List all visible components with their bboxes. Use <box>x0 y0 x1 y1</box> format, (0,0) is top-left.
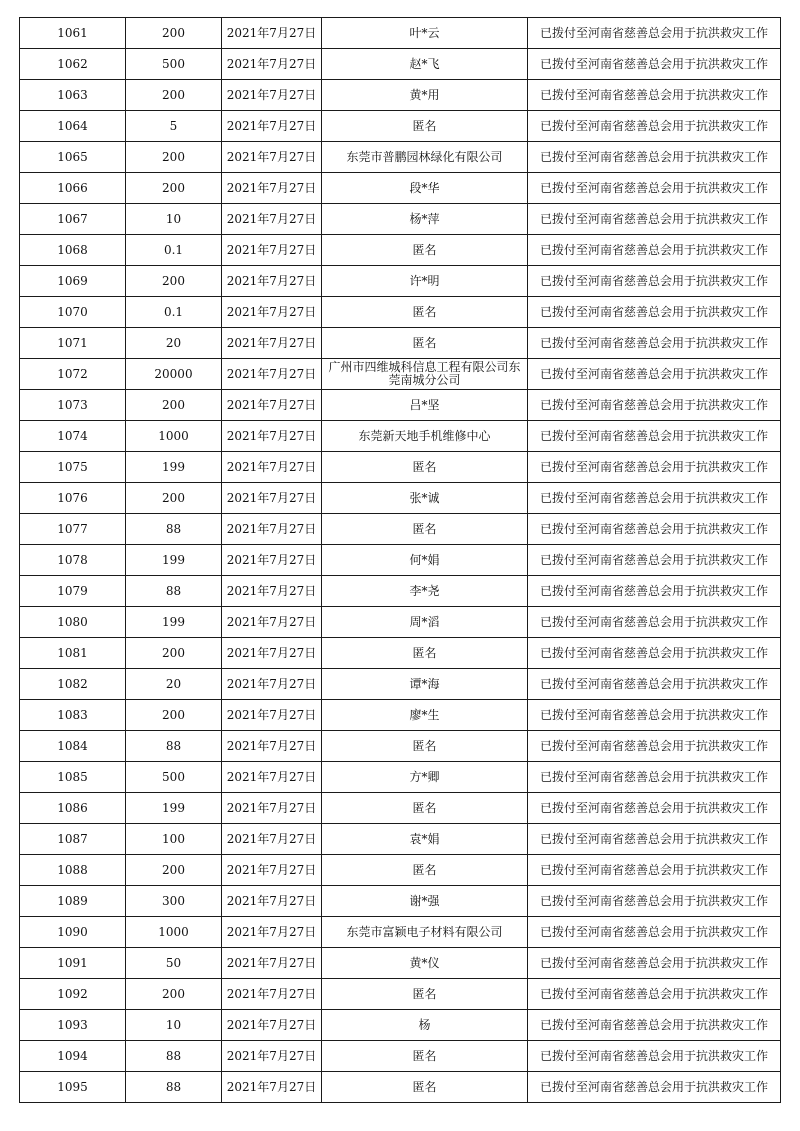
table-row <box>20 80 781 111</box>
donor-cell: 东莞市富颖电子材料有限公司 <box>322 917 528 948</box>
date-cell: 2021年7月27日 <box>222 514 322 545</box>
serial-number-cell: 1082 <box>20 669 126 700</box>
serial-number-cell: 1062 <box>20 49 126 80</box>
usage-cell: 已拨付至河南省慈善总会用于抗洪救灾工作 <box>528 793 781 824</box>
table-row <box>20 607 781 638</box>
amount-cell: 200 <box>126 80 222 111</box>
serial-number-cell: 1090 <box>20 917 126 948</box>
amount-cell: 5 <box>126 111 222 142</box>
table-row <box>20 514 781 545</box>
table-row <box>20 576 781 607</box>
usage-cell: 已拨付至河南省慈善总会用于抗洪救灾工作 <box>528 669 781 700</box>
table-row <box>20 886 781 917</box>
date-cell: 2021年7月27日 <box>222 49 322 80</box>
amount-cell: 200 <box>126 390 222 421</box>
serial-number-cell: 1074 <box>20 421 126 452</box>
donor-cell: 匿名 <box>322 731 528 762</box>
usage-cell: 已拨付至河南省慈善总会用于抗洪救灾工作 <box>528 235 781 266</box>
donor-cell: 匿名 <box>322 452 528 483</box>
usage-cell: 已拨付至河南省慈善总会用于抗洪救灾工作 <box>528 731 781 762</box>
donor-cell: 匿名 <box>322 111 528 142</box>
date-cell: 2021年7月27日 <box>222 1010 322 1041</box>
table-row <box>20 824 781 855</box>
usage-cell: 已拨付至河南省慈善总会用于抗洪救灾工作 <box>528 576 781 607</box>
date-cell: 2021年7月27日 <box>222 948 322 979</box>
donor-cell: 匿名 <box>322 514 528 545</box>
serial-number-cell: 1091 <box>20 948 126 979</box>
date-cell: 2021年7月27日 <box>222 700 322 731</box>
donor-cell: 匿名 <box>322 1041 528 1072</box>
table-row <box>20 638 781 669</box>
amount-cell: 200 <box>126 266 222 297</box>
usage-cell: 已拨付至河南省慈善总会用于抗洪救灾工作 <box>528 80 781 111</box>
date-cell: 2021年7月27日 <box>222 638 322 669</box>
amount-cell: 200 <box>126 483 222 514</box>
usage-cell: 已拨付至河南省慈善总会用于抗洪救灾工作 <box>528 297 781 328</box>
serial-number-cell: 1084 <box>20 731 126 762</box>
usage-cell: 已拨付至河南省慈善总会用于抗洪救灾工作 <box>528 948 781 979</box>
serial-number-cell: 1066 <box>20 173 126 204</box>
amount-cell: 199 <box>126 793 222 824</box>
donor-cell: 东莞新天地手机维修中心 <box>322 421 528 452</box>
amount-cell: 1000 <box>126 917 222 948</box>
date-cell: 2021年7月27日 <box>222 390 322 421</box>
date-cell: 2021年7月27日 <box>222 142 322 173</box>
amount-cell: 199 <box>126 452 222 483</box>
usage-cell: 已拨付至河南省慈善总会用于抗洪救灾工作 <box>528 266 781 297</box>
date-cell: 2021年7月27日 <box>222 421 322 452</box>
usage-cell: 已拨付至河南省慈善总会用于抗洪救灾工作 <box>528 421 781 452</box>
usage-cell: 已拨付至河南省慈善总会用于抗洪救灾工作 <box>528 452 781 483</box>
date-cell: 2021年7月27日 <box>222 917 322 948</box>
usage-cell: 已拨付至河南省慈善总会用于抗洪救灾工作 <box>528 49 781 80</box>
table-row <box>20 297 781 328</box>
table-row <box>20 917 781 948</box>
date-cell: 2021年7月27日 <box>222 111 322 142</box>
serial-number-cell: 1085 <box>20 762 126 793</box>
serial-number-cell: 1073 <box>20 390 126 421</box>
donor-cell: 方*卿 <box>322 762 528 793</box>
usage-cell: 已拨付至河南省慈善总会用于抗洪救灾工作 <box>528 173 781 204</box>
table-row <box>20 142 781 173</box>
amount-cell: 200 <box>126 18 222 49</box>
serial-number-cell: 1071 <box>20 328 126 359</box>
table-row <box>20 1041 781 1072</box>
table-row <box>20 111 781 142</box>
amount-cell: 200 <box>126 979 222 1010</box>
date-cell: 2021年7月27日 <box>222 576 322 607</box>
serial-number-cell: 1088 <box>20 855 126 886</box>
amount-cell: 200 <box>126 173 222 204</box>
serial-number-cell: 1078 <box>20 545 126 576</box>
serial-number-cell: 1061 <box>20 18 126 49</box>
donation-table-body <box>20 18 781 1103</box>
usage-cell: 已拨付至河南省慈善总会用于抗洪救灾工作 <box>528 700 781 731</box>
amount-cell: 200 <box>126 638 222 669</box>
serial-number-cell: 1095 <box>20 1072 126 1103</box>
donor-cell: 许*明 <box>322 266 528 297</box>
donor-cell: 黄*仪 <box>322 948 528 979</box>
amount-cell: 500 <box>126 762 222 793</box>
serial-number-cell: 1068 <box>20 235 126 266</box>
donation-table <box>19 17 781 1103</box>
amount-cell: 200 <box>126 855 222 886</box>
table-row <box>20 390 781 421</box>
donor-cell: 匿名 <box>322 793 528 824</box>
table-row <box>20 700 781 731</box>
usage-cell: 已拨付至河南省慈善总会用于抗洪救灾工作 <box>528 824 781 855</box>
donor-cell: 东莞市普鹏园林绿化有限公司 <box>322 142 528 173</box>
date-cell: 2021年7月27日 <box>222 359 322 390</box>
donor-cell: 匿名 <box>322 328 528 359</box>
serial-number-cell: 1064 <box>20 111 126 142</box>
serial-number-cell: 1094 <box>20 1041 126 1072</box>
amount-cell: 0.1 <box>126 297 222 328</box>
table-row <box>20 1010 781 1041</box>
serial-number-cell: 1069 <box>20 266 126 297</box>
usage-cell: 已拨付至河南省慈善总会用于抗洪救灾工作 <box>528 979 781 1010</box>
date-cell: 2021年7月27日 <box>222 824 322 855</box>
serial-number-cell: 1092 <box>20 979 126 1010</box>
date-cell: 2021年7月27日 <box>222 452 322 483</box>
table-row <box>20 855 781 886</box>
date-cell: 2021年7月27日 <box>222 173 322 204</box>
donor-cell: 谢*强 <box>322 886 528 917</box>
donor-cell: 李*尧 <box>322 576 528 607</box>
amount-cell: 88 <box>126 576 222 607</box>
donor-cell: 匿名 <box>322 638 528 669</box>
donor-cell: 袁*娟 <box>322 824 528 855</box>
amount-cell: 20000 <box>126 359 222 390</box>
donor-cell: 黄*用 <box>322 80 528 111</box>
donor-cell: 廖*生 <box>322 700 528 731</box>
amount-cell: 20 <box>126 669 222 700</box>
donor-cell: 段*华 <box>322 173 528 204</box>
table-row <box>20 18 781 49</box>
serial-number-cell: 1079 <box>20 576 126 607</box>
usage-cell: 已拨付至河南省慈善总会用于抗洪救灾工作 <box>528 514 781 545</box>
date-cell: 2021年7月27日 <box>222 855 322 886</box>
table-row <box>20 173 781 204</box>
usage-cell: 已拨付至河南省慈善总会用于抗洪救灾工作 <box>528 762 781 793</box>
date-cell: 2021年7月27日 <box>222 483 322 514</box>
usage-cell: 已拨付至河南省慈善总会用于抗洪救灾工作 <box>528 1041 781 1072</box>
donor-cell: 叶*云 <box>322 18 528 49</box>
usage-cell: 已拨付至河南省慈善总会用于抗洪救灾工作 <box>528 1072 781 1103</box>
donor-cell: 匿名 <box>322 979 528 1010</box>
date-cell: 2021年7月27日 <box>222 1072 322 1103</box>
date-cell: 2021年7月27日 <box>222 669 322 700</box>
donor-cell: 谭*海 <box>322 669 528 700</box>
table-row <box>20 762 781 793</box>
amount-cell: 199 <box>126 545 222 576</box>
usage-cell: 已拨付至河南省慈善总会用于抗洪救灾工作 <box>528 328 781 359</box>
table-row <box>20 793 781 824</box>
amount-cell: 300 <box>126 886 222 917</box>
table-row <box>20 979 781 1010</box>
date-cell: 2021年7月27日 <box>222 731 322 762</box>
donor-cell: 匿名 <box>322 1072 528 1103</box>
donor-cell: 广州市四维城科信息工程有限公司东莞南城分公司 <box>322 359 528 390</box>
amount-cell: 10 <box>126 204 222 235</box>
amount-cell: 0.1 <box>126 235 222 266</box>
date-cell: 2021年7月27日 <box>222 762 322 793</box>
serial-number-cell: 1063 <box>20 80 126 111</box>
donor-cell: 匿名 <box>322 855 528 886</box>
date-cell: 2021年7月27日 <box>222 80 322 111</box>
amount-cell: 1000 <box>126 421 222 452</box>
amount-cell: 200 <box>126 142 222 173</box>
serial-number-cell: 1086 <box>20 793 126 824</box>
donor-cell: 匿名 <box>322 235 528 266</box>
date-cell: 2021年7月27日 <box>222 18 322 49</box>
donor-cell: 何*娟 <box>322 545 528 576</box>
table-row <box>20 235 781 266</box>
serial-number-cell: 1083 <box>20 700 126 731</box>
table-row <box>20 266 781 297</box>
donor-cell: 吕*坚 <box>322 390 528 421</box>
serial-number-cell: 1065 <box>20 142 126 173</box>
amount-cell: 88 <box>126 731 222 762</box>
amount-cell: 500 <box>126 49 222 80</box>
date-cell: 2021年7月27日 <box>222 297 322 328</box>
amount-cell: 10 <box>126 1010 222 1041</box>
table-row <box>20 948 781 979</box>
serial-number-cell: 1075 <box>20 452 126 483</box>
donor-cell: 杨 <box>322 1010 528 1041</box>
table-row <box>20 328 781 359</box>
usage-cell: 已拨付至河南省慈善总会用于抗洪救灾工作 <box>528 607 781 638</box>
usage-cell: 已拨付至河南省慈善总会用于抗洪救灾工作 <box>528 1010 781 1041</box>
serial-number-cell: 1089 <box>20 886 126 917</box>
usage-cell: 已拨付至河南省慈善总会用于抗洪救灾工作 <box>528 204 781 235</box>
table-row <box>20 421 781 452</box>
amount-cell: 88 <box>126 1072 222 1103</box>
usage-cell: 已拨付至河南省慈善总会用于抗洪救灾工作 <box>528 855 781 886</box>
date-cell: 2021年7月27日 <box>222 793 322 824</box>
serial-number-cell: 1067 <box>20 204 126 235</box>
serial-number-cell: 1093 <box>20 1010 126 1041</box>
date-cell: 2021年7月27日 <box>222 607 322 638</box>
usage-cell: 已拨付至河南省慈善总会用于抗洪救灾工作 <box>528 142 781 173</box>
amount-cell: 88 <box>126 1041 222 1072</box>
date-cell: 2021年7月27日 <box>222 235 322 266</box>
amount-cell: 199 <box>126 607 222 638</box>
date-cell: 2021年7月27日 <box>222 545 322 576</box>
table-row <box>20 204 781 235</box>
table-row <box>20 669 781 700</box>
donor-cell: 张*诚 <box>322 483 528 514</box>
amount-cell: 20 <box>126 328 222 359</box>
usage-cell: 已拨付至河南省慈善总会用于抗洪救灾工作 <box>528 917 781 948</box>
table-row <box>20 545 781 576</box>
usage-cell: 已拨付至河南省慈善总会用于抗洪救灾工作 <box>528 359 781 390</box>
date-cell: 2021年7月27日 <box>222 204 322 235</box>
serial-number-cell: 1077 <box>20 514 126 545</box>
usage-cell: 已拨付至河南省慈善总会用于抗洪救灾工作 <box>528 545 781 576</box>
date-cell: 2021年7月27日 <box>222 979 322 1010</box>
donor-cell: 杨*萍 <box>322 204 528 235</box>
table-row <box>20 359 781 390</box>
table-row <box>20 1072 781 1103</box>
serial-number-cell: 1076 <box>20 483 126 514</box>
serial-number-cell: 1080 <box>20 607 126 638</box>
date-cell: 2021年7月27日 <box>222 1041 322 1072</box>
serial-number-cell: 1072 <box>20 359 126 390</box>
usage-cell: 已拨付至河南省慈善总会用于抗洪救灾工作 <box>528 111 781 142</box>
usage-cell: 已拨付至河南省慈善总会用于抗洪救灾工作 <box>528 18 781 49</box>
date-cell: 2021年7月27日 <box>222 886 322 917</box>
serial-number-cell: 1070 <box>20 297 126 328</box>
donor-cell: 周*滔 <box>322 607 528 638</box>
usage-cell: 已拨付至河南省慈善总会用于抗洪救灾工作 <box>528 390 781 421</box>
usage-cell: 已拨付至河南省慈善总会用于抗洪救灾工作 <box>528 886 781 917</box>
serial-number-cell: 1081 <box>20 638 126 669</box>
serial-number-cell: 1087 <box>20 824 126 855</box>
amount-cell: 88 <box>126 514 222 545</box>
table-row <box>20 49 781 80</box>
table-row <box>20 483 781 514</box>
date-cell: 2021年7月27日 <box>222 266 322 297</box>
table-row <box>20 731 781 762</box>
amount-cell: 50 <box>126 948 222 979</box>
usage-cell: 已拨付至河南省慈善总会用于抗洪救灾工作 <box>528 483 781 514</box>
donor-cell: 匿名 <box>322 297 528 328</box>
amount-cell: 100 <box>126 824 222 855</box>
amount-cell: 200 <box>126 700 222 731</box>
usage-cell: 已拨付至河南省慈善总会用于抗洪救灾工作 <box>528 638 781 669</box>
table-row <box>20 452 781 483</box>
date-cell: 2021年7月27日 <box>222 328 322 359</box>
donor-cell: 赵*飞 <box>322 49 528 80</box>
